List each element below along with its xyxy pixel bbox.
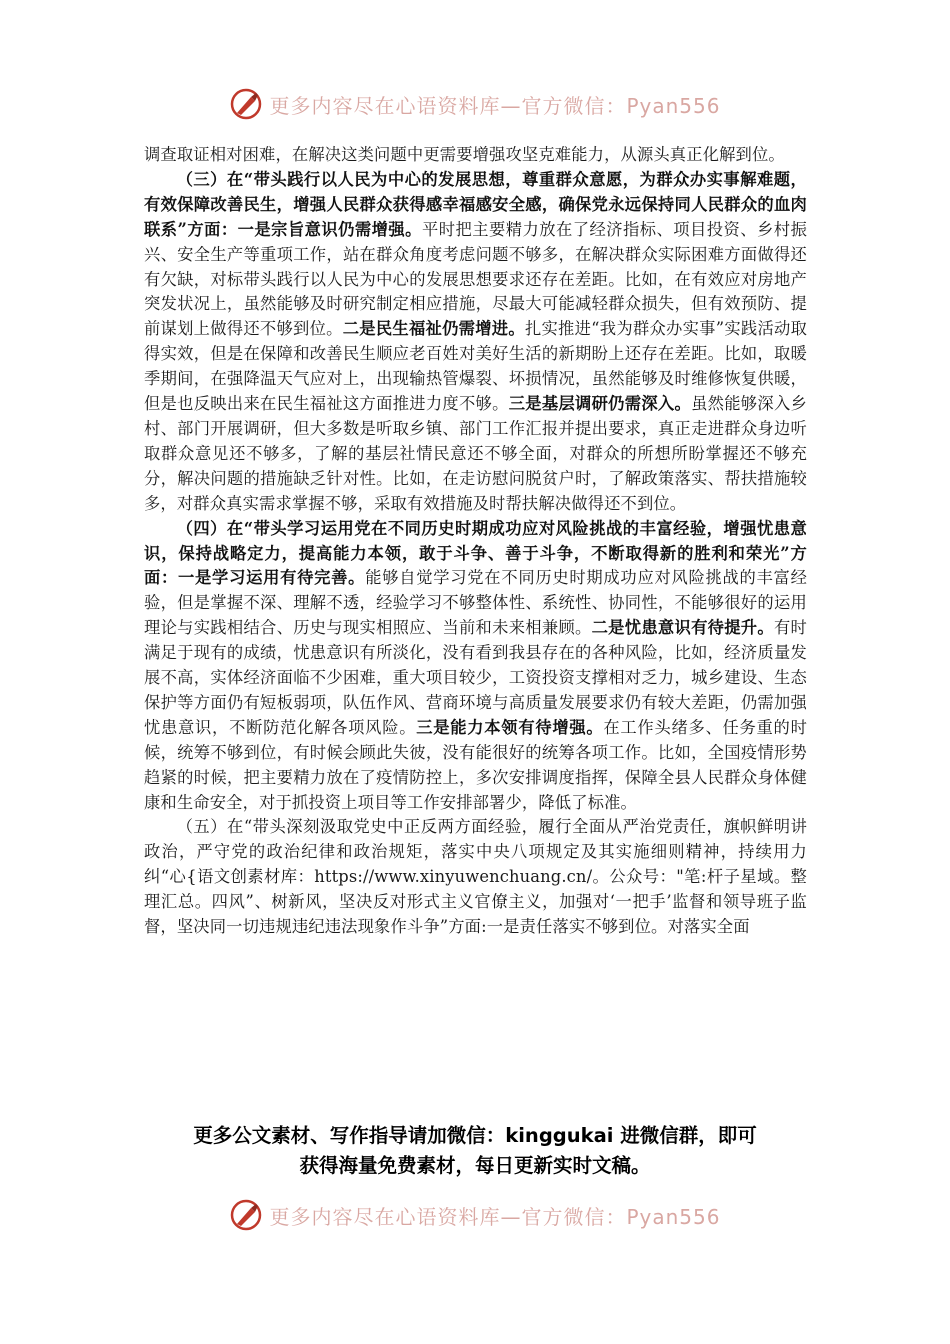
wechat-promo	[120, 1121, 830, 1181]
section-4-text-1: 能够自觉学习党在不同历史时期成功应对风险挑战的丰富经验，但是掌握不深、理解不透，经验学习不够整体性、系统性、协同性，不能够很好的运用理论与实践相结合、历史与现实相照应、当前和未来相兼顾。	[144, 568, 808, 638]
section-4-point-3: 三是能力本领有待增强。	[416, 717, 604, 737]
document-body	[144, 143, 807, 940]
section-4-heading: （四）在“带头学习运用党在不同历史时期成功应对风险挑战的丰富经验，增强忧患意识，保持战略定力，提高能力本领，敢于斗争、善于斗争，不断取得新的胜利和荣光”方面：一是学习运用有待完善。	[144, 518, 807, 588]
wechat-promo-line-1: 更多公文素材、写作指导请加微信：kinggukai 进微信群，即可	[193, 1124, 757, 1147]
pen-nib-logo-icon	[229, 87, 263, 121]
section-3-heading: （三）在“带头践行以人民为中心的发展思想，尊重群众意愿，为群众办实事解难题，有效保障改善民生，增强人民群众获得感幸福感安全感，确保党永远保持同人民群众的血肉联系”方面：一是宗旨意识仍需增强。	[144, 169, 807, 239]
wechat-promo-line-2: 获得海量免费素材，每日更新实时文稿。	[299, 1154, 651, 1177]
footer-banner-text: 更多内容尽在心语资料库—官方微信：Pyan556	[269, 1204, 721, 1229]
paragraph-continuation: 调查取证相对困难，在解决这类问题中更需要增强攻坚克难能力，从源头真正化解到位。	[144, 145, 785, 164]
footer-banner	[0, 1195, 950, 1235]
section-4-text-3: 在工作头绪多、任务重的时候，统筹不够到位，有时候会顾此失彼，没有能很好的统筹各项工作。比如，全国疫情形势趋紧的时候，把主要精力放在了疫情防控上，多次安排调度指挥，保障全县人民群众身体健康和生命安全，对于抓投资上项目等工作安排部署少，降低了标准。	[144, 717, 807, 812]
pen-nib-logo-icon	[229, 1198, 263, 1232]
section-3-text-3: 虽然能够深入乡村、部门开展调研，但大多数是听取乡镇、部门工作汇报并提出要求，真正走进群众身边听取群众意见还不够多，了解的基层社情民意还不够全面，对群众的所想所盼掌握还不够充分，解决问题的措施缺乏针对性。比如，在走访慰问脱贫户时，了解政策落实、帮扶措施较多，对群众真实需求掌握不够，采取有效措施及时帮扶解决做得还不到位。	[144, 394, 807, 513]
section-3-text-2: 扎实推进“我为群众办实事”实践活动取得实效，但是在保障和改善民生顺应老百姓对美好生活的新期盼上还存在差距。比如，取暖季期间，在强降温天气应对上，出现输热管爆裂、坏损情况，虽然能够及时维修恢复供暖，但是也反映出来在民生福祉这方面推进力度不够。	[144, 319, 807, 414]
paragraph-section-5: （五）在“带头深刻汲取党史中正反两方面经验，履行全面从严治党责任，旗帜鲜明讲政治，严守党的政治纪律和政治规矩，落实中央八项规定及其实施细则精神，持续用力纠“心{语文创素材库：https://www.xinyuwenchuang.cn/。公众号："笔:杆子星域。整理汇总。四风”、树新风，坚决反对形式主义官僚主义，加强对‘一把手’监督和领导班子监督，坚决同一切违规违纪违法现象作斗争”方面:一是责任落实不够到位。对落实全面	[144, 817, 807, 937]
paragraph-section-3	[144, 168, 807, 517]
paragraph-section-4	[144, 517, 807, 816]
header-banner	[0, 84, 950, 124]
header-banner-text: 更多内容尽在心语资料库—官方微信：Pyan556	[269, 93, 721, 118]
section-4-point-2: 二是忧患意识有待提升。	[591, 618, 774, 638]
section-3-point-2: 二是民生福祉仍需增进。	[342, 319, 525, 339]
section-3-point-3: 三是基层调研仍需深入。	[508, 394, 692, 414]
section-4-text-2: 有时满足于现有的成绩，忧患意识有所淡化，没有看到我县存在的各种风险，比如，经济质量发展不高，实体经济面临不少困难，重大项目较少，工资投资支撑相对乏力，城乡建设、生态保护等方面仍有短板弱项，队伍作风、营商环境与高质量发展要求仍有较大差距，仍需加强忧患意识，不断防范化解各项风险。	[144, 618, 807, 737]
section-3-text-1: 平时把主要精力放在了经济指标、项目投资、乡村振兴、安全生产等重项工作，站在群众角度考虑问题不够多，在解决群众实际困难方面做得还有欠缺，对标带头践行以人民为中心的发展思想要求还存在差距。比如，在有效应对房地产突发状况上，虽然能够及时研究制定相应措施，尽最大可能减轻群众损失，但有效预防、提前谋划上做得还不够到位。	[144, 219, 807, 339]
